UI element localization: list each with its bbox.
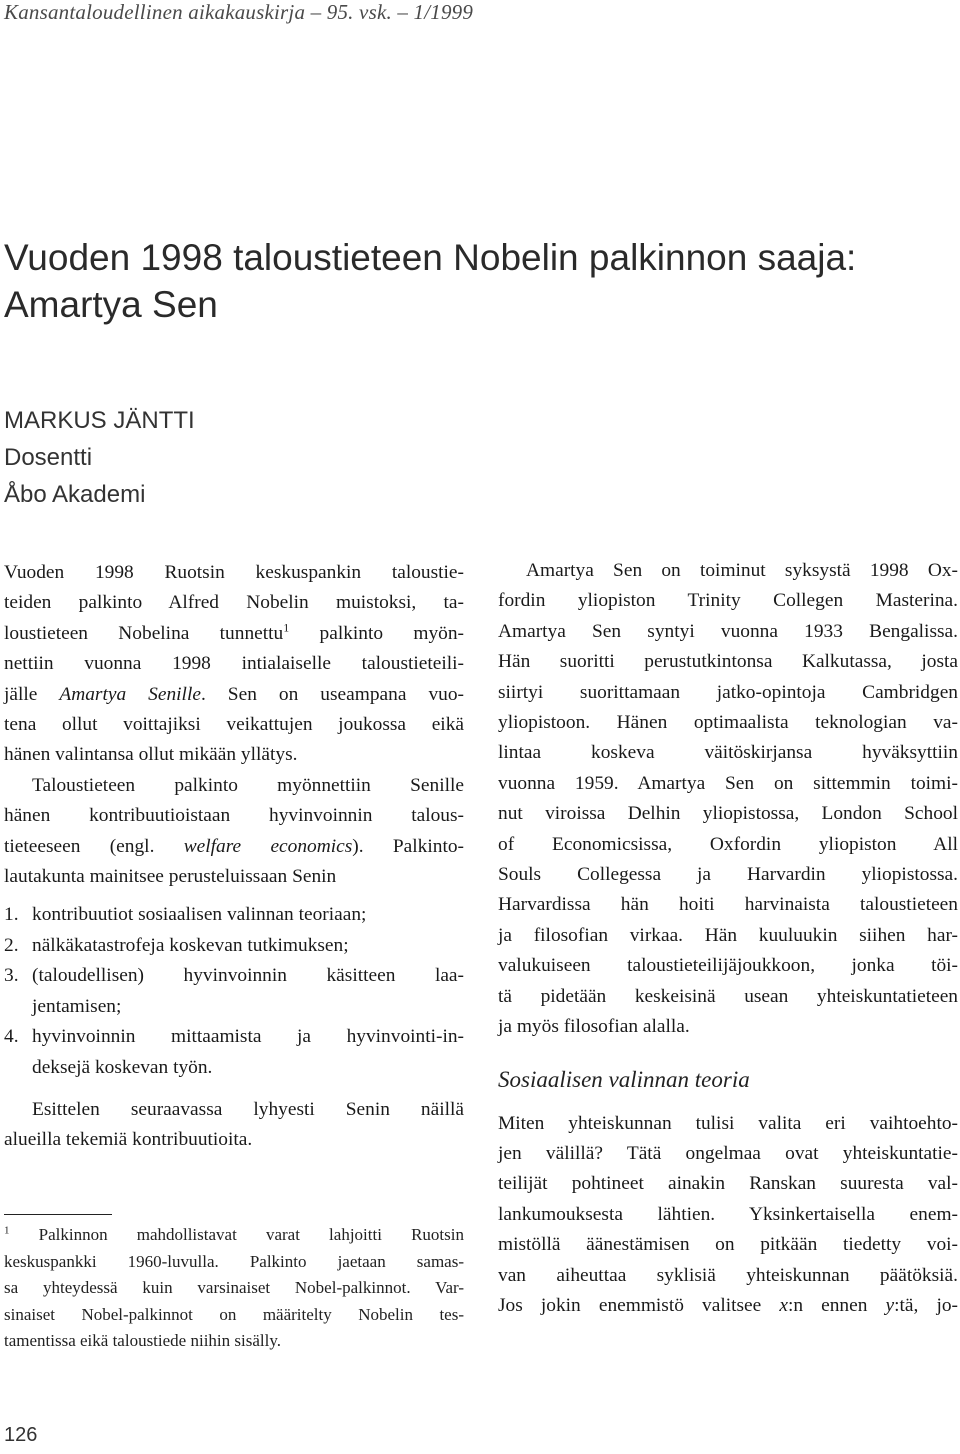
list-number: 2. <box>4 934 19 956</box>
text-line: nälkäkatastrofeja koskevan tutkimuksen; <box>32 934 349 956</box>
footnote-divider <box>4 1214 112 1215</box>
text-line: jentamisen; <box>32 995 122 1017</box>
text-fragment: :tä, jo- <box>894 1294 959 1316</box>
variable-x: x <box>779 1294 788 1316</box>
text-fragment: :n ennen <box>787 1294 886 1316</box>
journal-header: Kansantaloudellinen aikakauskirja – 95. vsk. – 1/1999 <box>4 0 474 24</box>
footnote-ref: 1 <box>283 620 290 635</box>
text-line: sa yhteydessä kuin varsinaiset Nobel-palkinnot. Var- <box>4 1278 464 1297</box>
text-line: vuonna 1959. Amartya Sen on sittemmin toimi- <box>498 772 958 794</box>
text-line: lintaa koskeva väitöskirjansa hyväksyttiin <box>498 742 958 764</box>
text-fragment: loustieteen Nobelina tunnettu <box>4 622 284 644</box>
text-line <box>498 1291 958 1321</box>
text-line: alueilla tekemiä kontribuutioita. <box>4 1129 253 1151</box>
section-heading: Sosiaalisen valinnan teoria <box>498 1066 750 1092</box>
text-line: lankumouksesta lähtien. Yksinkertaisella enem- <box>498 1203 958 1225</box>
text-line: tä pidetään keskeisinä usean yhteiskuntatieteen <box>498 985 958 1007</box>
list-number: 4. <box>4 1026 19 1048</box>
text-line: lautakunta mainitsee perusteluissaan Senin <box>4 866 337 888</box>
text-line: hänen kontribuutioistaan hyvinvoinnin talous- <box>4 805 464 827</box>
text-line: siirtyi suorittamaan jatko-opintoja Cambridgen <box>498 681 958 703</box>
laureate-name: Amartya Senille <box>59 683 201 705</box>
text-line: Taloustieteen palkinto myönnettiin Senille <box>32 774 464 796</box>
text-fragment: jälle <box>4 683 60 705</box>
text-line: hyvinvoinnin mittaamista ja hyvinvointi-in- <box>32 1026 464 1048</box>
italic-term: welfare economics <box>183 835 353 857</box>
text-fragment: Jos jokin enemmistö valitsee <box>498 1294 780 1316</box>
text-line: mistöllä äänestämisen on pitkään tiedetty voi- <box>498 1234 958 1256</box>
paragraph-intro <box>4 558 464 771</box>
text-line: (taloudellisen) hyvinvoinnin käsitteen laa- <box>32 965 464 987</box>
text-fragment: ). Palkinto- <box>352 835 464 857</box>
paragraph-closing <box>4 1095 464 1156</box>
paragraph-social-choice <box>498 1109 958 1322</box>
title-line-2: Amartya Sen <box>4 284 218 325</box>
text-line: of Economicsissa, Oxfordin yliopiston All <box>498 833 958 855</box>
text-line: nettiin vuonna 1998 intialaiselle taloustieteili- <box>4 653 464 675</box>
author-name: MARKUS JÄNTTI <box>4 407 195 434</box>
text-fragment: tieteeseen (engl. <box>4 835 184 857</box>
text-line: Vuoden 1998 Ruotsin keskuspankin taloustie- <box>4 562 464 583</box>
text-line: ja filosofian virkaa. Hän kuuluukin siihen har- <box>498 924 958 946</box>
left-column <box>4 558 464 1156</box>
list-item <box>4 961 464 1022</box>
text-line: jen välillä? Tätä ongelmaa ovat yhteiskuntatie- <box>498 1142 958 1164</box>
text-line: Amartya Sen syntyi vuonna 1933 Bengalissa. <box>498 620 958 642</box>
page-number: 126 <box>4 1424 38 1446</box>
right-column <box>498 556 958 1321</box>
text-line: Harvardissa hän hoiti harvinaista taloustieteen <box>498 894 958 916</box>
text-line: Souls Collegessa ja Harvardin yliopistossa. <box>498 864 958 886</box>
list-item <box>4 900 464 930</box>
text-line: fordin yliopiston Trinity Collegen Masterina. <box>498 590 958 612</box>
author-position: Dosentti <box>4 444 93 471</box>
text-line <box>4 1222 464 1249</box>
text-line: hänen valintansa ollut mikään yllätys. <box>4 744 298 766</box>
list-item <box>4 931 464 961</box>
text-line: ja myös filosofian alalla. <box>498 1016 690 1038</box>
text-fragment: . Sen on useampana vuo- <box>200 683 464 705</box>
text-line: tamentissa eikä taloustiede niihin sisälly. <box>4 1331 281 1350</box>
text-line: sinaiset Nobel-palkinnot on määritelty Nobelin tes- <box>4 1304 464 1324</box>
text-line: kontribuutiot sosiaalisen valinnan teoriaan; <box>32 904 367 926</box>
text-line: yliopistoon. Hänen optimaalista teknologian va- <box>498 712 958 734</box>
text-fragment: Palkinnon mahdollistavat varat lahjoitti Ruotsin <box>9 1225 464 1244</box>
list-item <box>4 1022 464 1083</box>
list-number: 3. <box>4 965 19 987</box>
text-line: deksejä koskevan työn. <box>32 1056 213 1078</box>
text-line: Hän suoritti perustutkintonsa Kalkutassa, josta <box>498 651 958 673</box>
text-line: nut viroissa Delhin yliopistossa, London School <box>498 803 958 825</box>
footnote-marker: 1 <box>4 1224 10 1237</box>
text-fragment: palkinto myön- <box>289 622 465 644</box>
text-line: tena ollut voittajiksi veikattujen joukossa eikä <box>4 714 464 736</box>
text-line: keskuspankki 1960-luvulla. Palkinto jaetaan samas- <box>4 1251 464 1271</box>
variable-y: y <box>885 1294 895 1316</box>
text-line <box>4 832 464 862</box>
author-block <box>4 402 195 513</box>
text-line <box>4 680 464 710</box>
text-line: teilijät pohtineet ainakin Ranskan suuresta val- <box>498 1173 958 1195</box>
text-line <box>4 619 464 649</box>
text-line: valukuiseen taloustieteilijäjoukkoon, jonka töi- <box>498 955 958 977</box>
list-number: 1. <box>4 904 19 926</box>
text-line: Esittelen seuraavassa lyhyesti Senin näillä <box>32 1098 464 1120</box>
text-line: Amartya Sen on toiminut syksystä 1998 Ox- <box>526 560 958 581</box>
article-title <box>4 234 954 328</box>
author-affiliation: Åbo Akademi <box>4 481 146 508</box>
footnote <box>4 1222 464 1355</box>
paragraph-biography <box>498 556 958 1043</box>
text-line: teiden palkinto Alfred Nobelin muistoksi, ta- <box>4 592 464 614</box>
contribution-list <box>4 900 464 1082</box>
paragraph-prize <box>4 771 464 893</box>
title-line-1: Vuoden 1998 taloustieteen Nobelin palkinnon saaja: <box>4 237 857 278</box>
text-line: van aiheuttaa syklisiä yhteiskunnan päätöksiä. <box>498 1264 958 1286</box>
text-line: Miten yhteiskunnan tulisi valita eri vaihtoehto- <box>498 1112 958 1134</box>
